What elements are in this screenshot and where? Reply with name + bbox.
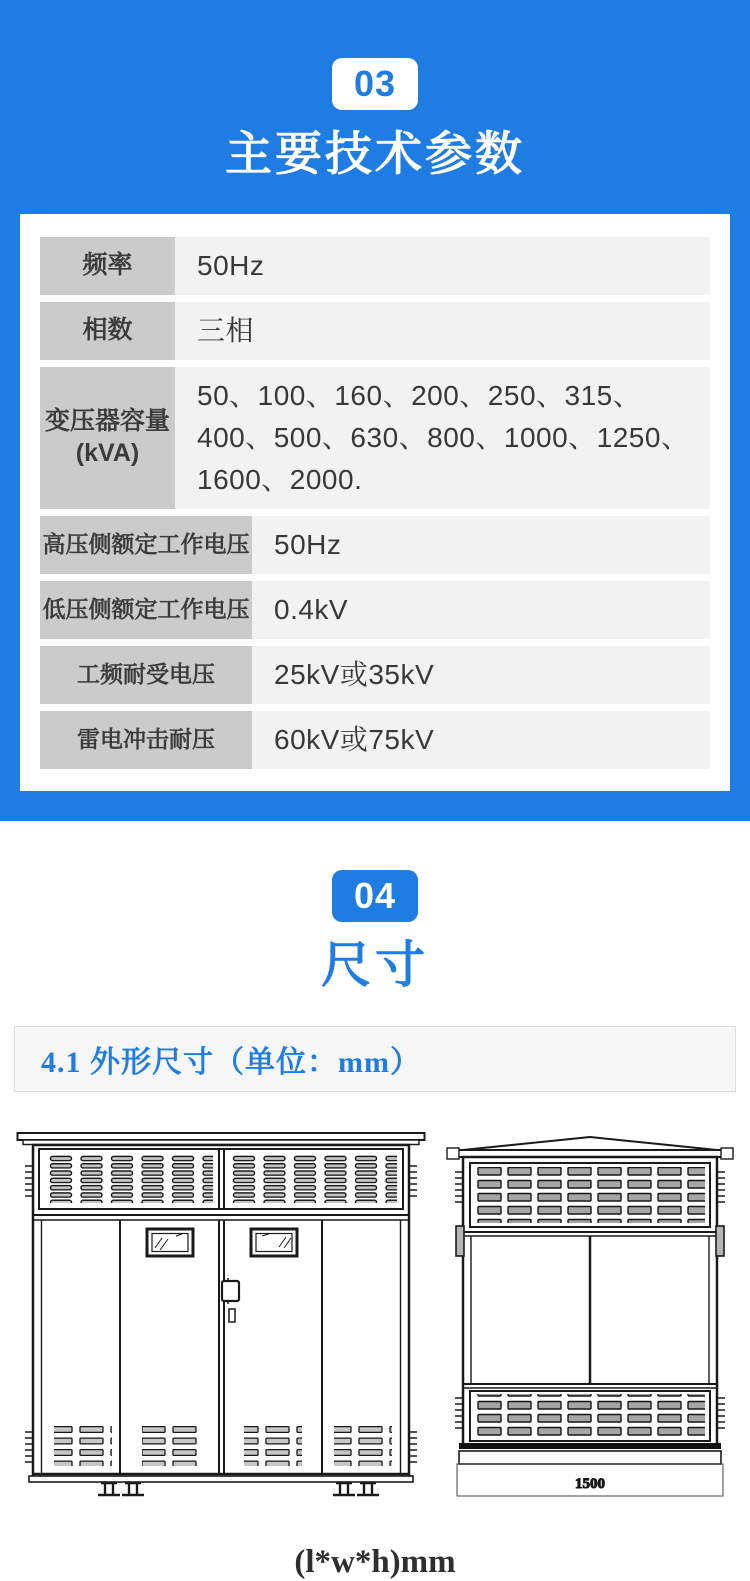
width-dimension-label: 1500 <box>575 1476 605 1493</box>
spec-row-frequency <box>40 237 710 295</box>
dimension-drawings <box>0 1126 750 1504</box>
spec-table <box>20 214 730 791</box>
spec-row-power-freq-withstand <box>40 646 710 704</box>
spec-label: 相数 <box>40 302 175 360</box>
spec-value: 50Hz <box>252 516 710 574</box>
inspection-window <box>251 1229 297 1256</box>
side-handle <box>716 1226 724 1256</box>
spec-row-capacity <box>40 367 710 509</box>
spec-value: 60kV或75kV <box>252 711 710 769</box>
section-title: 主要技术参数 <box>225 129 525 181</box>
spec-value: 25kV或35kV <box>252 646 710 704</box>
spec-row-hv-voltage <box>40 516 710 574</box>
section-title: 尺寸 <box>321 936 429 993</box>
section-number: 03 <box>353 63 397 104</box>
spec-label: 雷电冲击耐压 <box>40 711 252 769</box>
side-handle <box>456 1226 464 1256</box>
spec-row-lv-voltage <box>40 581 710 639</box>
spec-value: 0.4kV <box>252 581 710 639</box>
spec-value: 50、100、160、200、250、315、400、500、630、800、1000、1250、1600、2000. <box>175 367 710 509</box>
spec-label: 变压器容量(kVA) <box>40 367 175 509</box>
front-view-drawing <box>15 1126 427 1504</box>
section-number: 04 <box>353 874 397 916</box>
spec-label: 频率 <box>40 237 175 295</box>
spec-value: 50Hz <box>175 237 710 295</box>
spec-label: 高压侧额定工作电压 <box>40 516 252 574</box>
spec-row-phases <box>40 302 710 360</box>
subsection-title: 4.1 外形尺寸（单位：mm） <box>14 1026 736 1092</box>
inspection-window <box>147 1229 193 1256</box>
spec-row-lightning-impulse <box>40 711 710 769</box>
spec-value: 三相 <box>175 302 710 360</box>
side-view-drawing <box>445 1126 735 1504</box>
section-number-badge <box>332 870 418 922</box>
spec-label: 工频耐受电压 <box>40 646 252 704</box>
dimensions-caption: (l*w*h)mm <box>294 1544 456 1581</box>
section-number-badge <box>332 58 418 110</box>
spec-label: 低压侧额定工作电压 <box>40 581 252 639</box>
section-dimensions <box>0 821 750 1581</box>
